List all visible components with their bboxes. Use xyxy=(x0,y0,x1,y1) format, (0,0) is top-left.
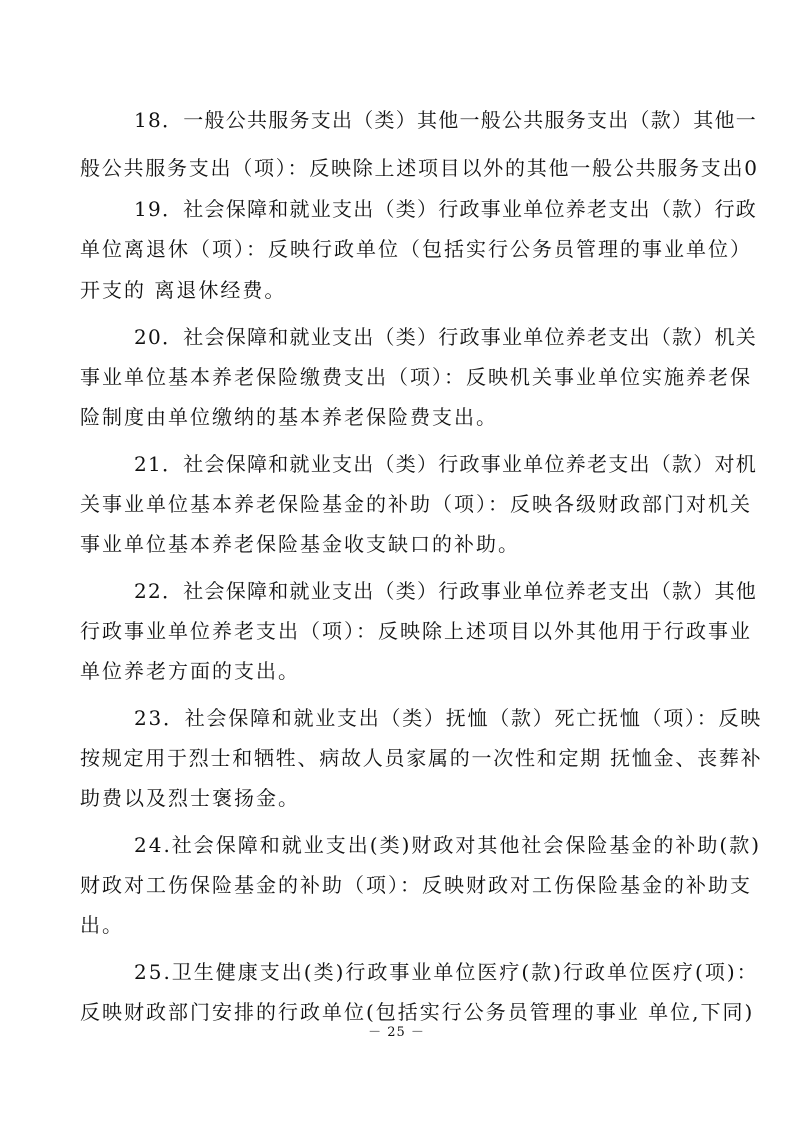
paragraph-18-line-1: 18．一般公共服务支出（类）其他一般公共服务支出（款）其他一 xyxy=(134,108,757,132)
paragraph-19-line-2: 单位离退休（项）：反映行政单位（包括实行公务员管理的事业单位） xyxy=(80,237,752,261)
paragraph-20-line-2: 事业单位基本养老保险缴费支出（项）：反映机关事业单位实施养老保 xyxy=(80,365,752,389)
paragraph-22-line-3: 单位养老方面的支出。 xyxy=(80,659,300,683)
paragraph-20-line-3: 险制度由单位缴纳的基本养老保险费支出。 xyxy=(80,405,498,429)
paragraph-25-line-2: 反映财政部门安排的行政单位(包括实行公务员管理的事业 单位,下同) xyxy=(80,1000,755,1024)
page-number: － 25 － xyxy=(368,1025,425,1040)
paragraph-23-line-3: 助费以及烈士褒扬金。 xyxy=(80,786,300,810)
paragraph-24-line-2: 财政对工伤保险基金的补助（项）：反映财政对工伤保险基金的补助支 xyxy=(80,873,752,897)
paragraph-24-line-1: 24.社会保障和就业支出(类)财政对其他社会保险基金的补助(款) xyxy=(134,833,762,857)
paragraph-23-line-2: 按规定用于烈士和牺牲、病故人员家属的一次性和定期 抚恤金、丧葬补 xyxy=(80,746,763,770)
paragraph-22-line-1: 22．社会保障和就业支出（类）行政事业单位养老支出（款）其他 xyxy=(134,579,757,603)
paragraph-21-line-2: 关事业单位基本养老保险基金的补助（项）：反映各级财政部门对机关 xyxy=(80,492,752,516)
paragraph-19-line-3: 开支的 离退休经费。 xyxy=(80,278,287,302)
paragraph-22-line-2: 行政事业单位养老支出（项）：反映除上述项目以外其他用于行政事业 xyxy=(80,619,752,643)
paragraph-19-line-1: 19．社会保障和就业支出（类）行政事业单位养老支出（款）行政 xyxy=(134,197,757,221)
paragraph-21-line-1: 21．社会保障和就业支出（类）行政事业单位养老支出（款）对机 xyxy=(134,452,757,476)
paragraph-18-line-2: 般公共服务支出（项）：反映除上述项目以外的其他一般公共服务支出0 xyxy=(80,156,759,180)
paragraph-23-line-1: 23．社会保障和就业支出（类）抚恤（款）死亡抚恤（项）：反映 xyxy=(134,706,762,730)
paragraph-21-line-3: 事业单位基本养老保险基金收支缺口的补助。 xyxy=(80,532,520,556)
paragraph-24-line-3: 出。 xyxy=(80,913,124,937)
paragraph-25-line-1: 25.卫生健康支出(类)行政事业单位医疗(款)行政单位医疗(项)： xyxy=(134,960,759,984)
paragraph-20-line-1: 20．社会保障和就业支出（类）行政事业单位养老支出（款）机关 xyxy=(134,325,757,349)
